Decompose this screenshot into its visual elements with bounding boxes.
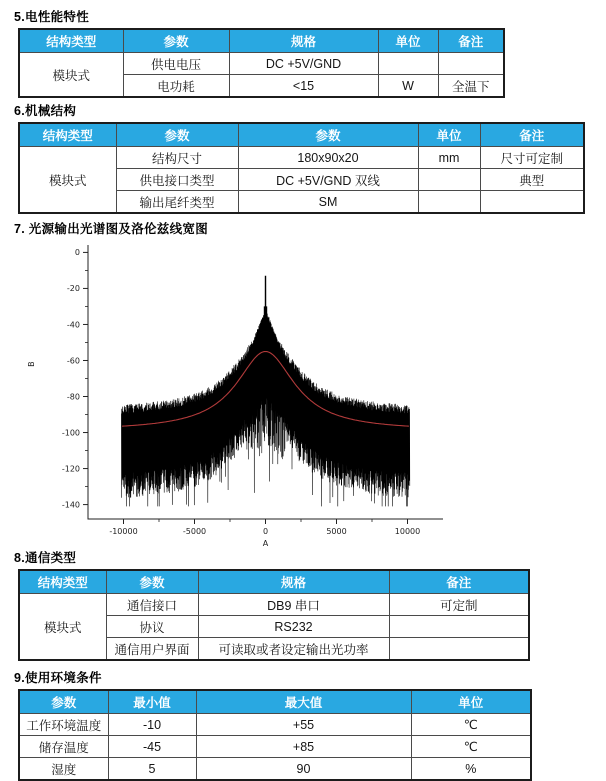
table-cell: 90 (196, 758, 411, 781)
svg-text:-20: -20 (66, 284, 80, 294)
y-axis-label: B (27, 361, 36, 367)
table-cell (480, 191, 584, 214)
table-cell: 工作环境温度 (19, 714, 108, 736)
header-cell: 备注 (389, 570, 529, 594)
table-row (19, 758, 531, 781)
table-cell: 模块式 (19, 594, 106, 661)
electrical-table (18, 28, 505, 98)
table-cell: ℃ (411, 714, 531, 736)
table-cell: W (378, 75, 438, 98)
header-cell: 结构类型 (19, 123, 116, 147)
table-cell: +85 (196, 736, 411, 758)
svg-text:10000: 10000 (394, 527, 421, 536)
table-cell: <15 (229, 75, 378, 98)
table-cell: 输出尾纤类型 (116, 191, 238, 214)
table-cell: 结构尺寸 (116, 147, 238, 169)
table-row (19, 147, 584, 169)
table-row (19, 736, 531, 758)
table-cell: 可读取或者设定输出光功率 (198, 638, 389, 661)
table-cell (418, 169, 480, 191)
section-electrical (0, 0, 606, 98)
section-communication (0, 549, 606, 661)
table-cell: 模块式 (19, 53, 123, 98)
table-cell: 典型 (480, 169, 584, 191)
table-cell: 储存温度 (19, 736, 108, 758)
table-cell: SM (238, 191, 418, 214)
table-cell: 电功耗 (123, 75, 229, 98)
table-header-row (19, 29, 504, 53)
section-mechanical (0, 100, 606, 214)
table-cell (389, 638, 529, 661)
header-cell: 备注 (480, 123, 584, 147)
x-axis-label: A (262, 539, 269, 548)
header-cell: 参数 (19, 690, 108, 714)
header-cell: 最大值 (196, 690, 411, 714)
chart-svg (20, 243, 470, 549)
svg-text:-140: -140 (61, 500, 80, 510)
svg-text:-100: -100 (61, 428, 80, 438)
table-cell: DC +5V/GND (229, 53, 378, 75)
communication-table (18, 569, 530, 661)
table-row (19, 594, 529, 616)
table-row (19, 714, 531, 736)
svg-text:-60: -60 (66, 356, 80, 366)
svg-text:0: 0 (262, 527, 269, 536)
table-cell: 180x90x20 (238, 147, 418, 169)
header-cell: 单位 (378, 29, 438, 53)
svg-text:0: 0 (74, 248, 80, 258)
table-cell: 供电电压 (123, 53, 229, 75)
mechanical-table (18, 122, 585, 214)
table-cell: -45 (108, 736, 196, 758)
svg-text:-5000: -5000 (182, 527, 207, 536)
table-cell (418, 191, 480, 214)
table-cell (378, 53, 438, 75)
table-cell: DB9 串口 (198, 594, 389, 616)
spectrum-chart (0, 243, 606, 549)
section-title-communication: 8.通信类型 (14, 551, 77, 565)
table-header-row (19, 690, 531, 714)
header-cell: 参数 (238, 123, 418, 147)
svg-text:-40: -40 (66, 320, 80, 330)
header-cell: 单位 (411, 690, 531, 714)
table-header-row (19, 123, 584, 147)
table-cell: 协议 (106, 616, 198, 638)
header-cell: 结构类型 (19, 29, 123, 53)
header-cell: 参数 (123, 29, 229, 53)
header-cell: 最小值 (108, 690, 196, 714)
table-cell: 通信接口 (106, 594, 198, 616)
header-cell: 备注 (438, 29, 504, 53)
section-title-electrical: 5.电性能特性 (14, 10, 90, 24)
table-cell (389, 616, 529, 638)
section-title-spectrum: 7. 光源输出光谱图及洛伦兹线宽图 (14, 222, 208, 236)
environment-table (18, 689, 532, 781)
table-cell: RS232 (198, 616, 389, 638)
svg-text:-10000: -10000 (109, 527, 138, 536)
table-cell: 全温下 (438, 75, 504, 98)
header-cell: 参数 (116, 123, 238, 147)
table-cell: 湿度 (19, 758, 108, 781)
svg-text:-80: -80 (66, 392, 80, 402)
section-title-mechanical: 6.机械结构 (14, 104, 77, 118)
section-environment (0, 663, 606, 781)
header-cell: 结构类型 (19, 570, 106, 594)
header-cell: 规格 (229, 29, 378, 53)
table-cell: DC +5V/GND 双线 (238, 169, 418, 191)
section-spectrum (0, 216, 606, 549)
header-cell: 单位 (418, 123, 480, 147)
section-title-environment: 9.使用环境条件 (14, 671, 102, 685)
table-cell: mm (418, 147, 480, 169)
table-cell: % (411, 758, 531, 781)
table-cell: 尺寸可定制 (480, 147, 584, 169)
table-row (19, 53, 504, 75)
header-cell: 参数 (106, 570, 198, 594)
table-cell: 供电接口类型 (116, 169, 238, 191)
table-cell (438, 53, 504, 75)
svg-text:5000: 5000 (326, 527, 347, 536)
header-cell: 规格 (198, 570, 389, 594)
table-header-row (19, 570, 529, 594)
table-cell: 模块式 (19, 147, 116, 214)
table-cell: +55 (196, 714, 411, 736)
table-cell: -10 (108, 714, 196, 736)
table-cell: 可定制 (389, 594, 529, 616)
table-cell: ℃ (411, 736, 531, 758)
table-cell: 通信用户界面 (106, 638, 198, 661)
table-cell: 5 (108, 758, 196, 781)
svg-text:-120: -120 (61, 464, 80, 474)
